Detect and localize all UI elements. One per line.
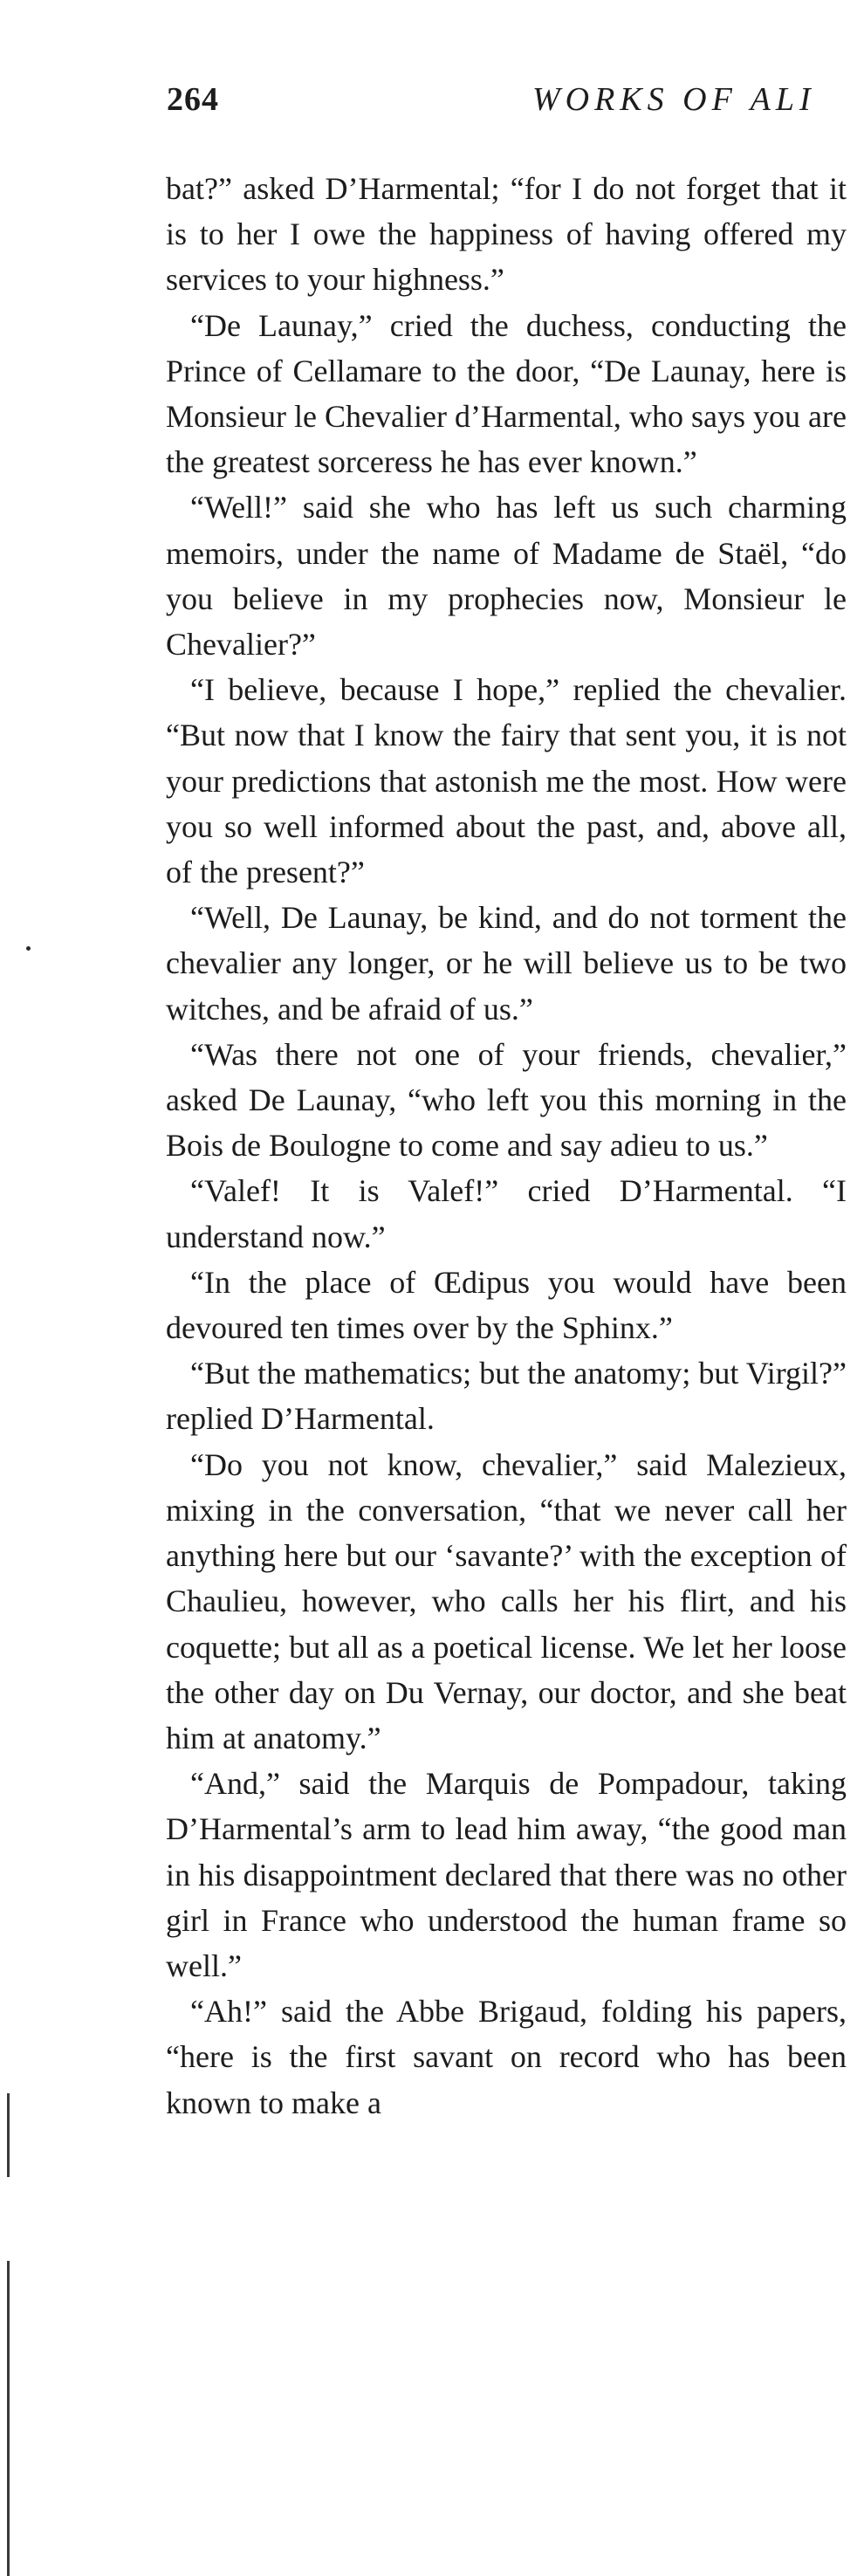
page-body-text [166,166,847,2126]
page-number: 264 [167,81,219,118]
paragraph: “Well, De Launay, be kind, and do not torment the chevalier any longer, or he will believe us to be two witches, and be afraid of us.” [166,900,847,1027]
paragraph: “De Launay,” cried the duchess, conducting the Prince of Cellamare to the door, “De Launay, here is Monsieur le Chevalier d’Harmental, who says you are the greatest sorceress he has ever known.” [166,307,847,480]
paragraph: “Was there not one of your friends, chevalier,” asked De Launay, “who left you this morning in the Bois de Boulogne to come and say adieu to us.” [166,1036,847,1164]
paragraph: “In the place of Œdipus you would have been devoured ten times over by the Sphinx.” [166,1264,847,1346]
paragraph: “Valef! It is Valef!” cried D’Harmental. “I understand now.” [166,1173,847,1254]
paragraph: “Well!” said she who has left us such charming memoirs, under the name of Madame de Staël, “do you believe in my prophecies now, Monsieur le Chevalier?” [166,490,847,663]
binding-edge-line [7,2093,10,2177]
running-title: WORKS OF ALI [532,81,816,118]
paragraph: “Do you not know, chevalier,” said Malezieux, mixing in the conversation, “that we never call her anything here but our ‘savante?’ with the exception of Chaulieu, however, who calls her his flirt, and his coquette; but all as a poetical license. We let her loose the other day on Du Vernay, our doctor, and she beat him at anatomy.” [166,1446,847,1755]
paragraph: “And,” said the Marquis de Pompadour, taking D’Harmental’s arm to lead him away, “the good man in his disappointment declared that there was no other girl in France who understood the human frame so well.” [166,1766,847,1983]
page-header [0,80,864,124]
paragraph: bat?” asked D’Harmental; “for I do not forget that it is to her I owe the happiness of having offered my services to your highness.” [166,171,847,298]
paragraph: “I believe, because I hope,” replied the chevalier. “But now that I know the fairy that sent you, it is not your predictions that astonish me the most. How were you so well informed about the past, and, above all, of the present?” [166,672,847,890]
binding-edge-line [7,2261,10,2576]
paragraph: “But the mathematics; but the anatomy; but Virgil?” replied D’Harmental. [166,1356,847,1437]
paragraph: “Ah!” said the Abbe Brigaud, folding his papers, “here is the first savant on record who has been known to make a [166,1994,847,2120]
ink-speck [26,946,31,951]
